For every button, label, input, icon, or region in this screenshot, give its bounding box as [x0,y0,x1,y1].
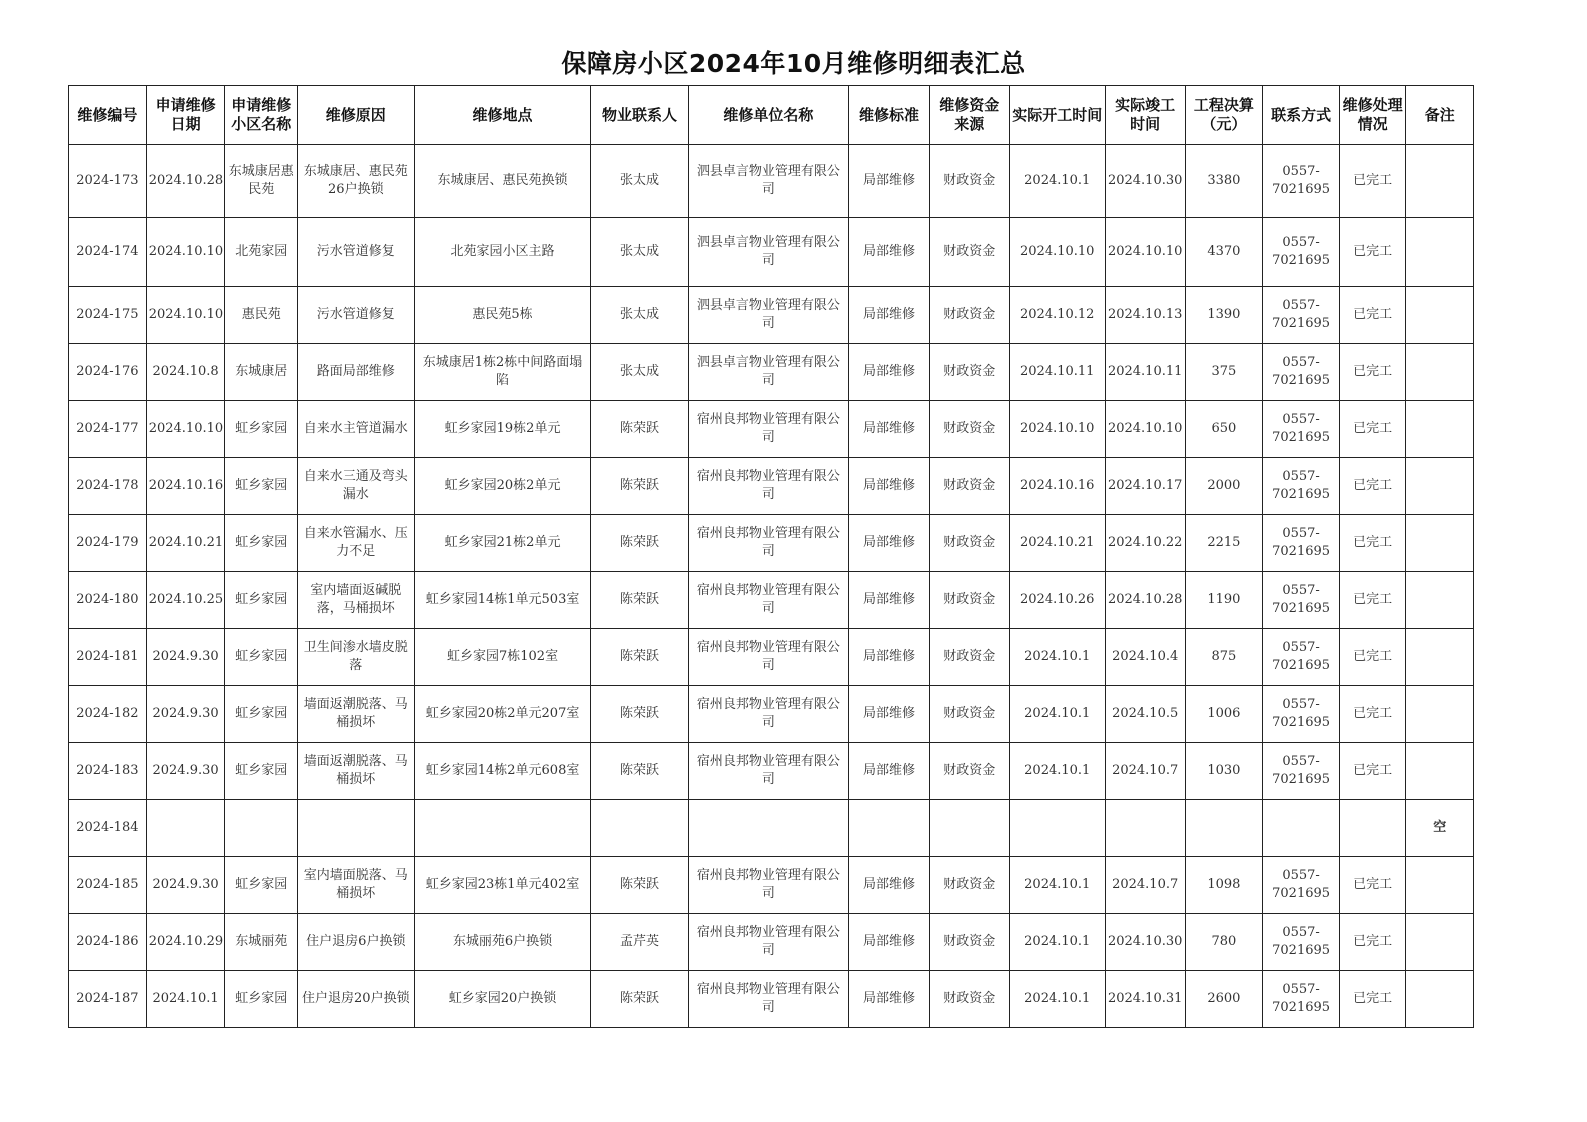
cell-fund: 财政资金 [929,287,1009,344]
cell-community: 东城康居 [225,344,298,401]
table-row [69,743,1474,800]
cell-reason: 室内墙面脱落、马桶损坏 [298,857,415,914]
maintenance-table [68,85,1474,1028]
cell-id: 2024-179 [69,515,147,572]
cell-apply-date: 2024.10.1 [146,971,225,1028]
cell-end: 2024.10.10 [1105,218,1185,287]
cell-phone: 0557-7021695 [1263,145,1340,218]
cell-phone: 0557-7021695 [1263,515,1340,572]
cell-cost: 2600 [1185,971,1263,1028]
cell-fund: 财政资金 [929,218,1009,287]
cell-remark [1406,287,1474,344]
cell-start: 2024.10.26 [1009,572,1105,629]
cell-remark [1406,572,1474,629]
cell-id: 2024-174 [69,218,147,287]
table-row [69,515,1474,572]
table-row [69,401,1474,458]
cell-reason: 住户退房20户换锁 [298,971,415,1028]
cell-start: 2024.10.10 [1009,401,1105,458]
cell-cost: 875 [1185,629,1263,686]
cell-standard [849,800,930,857]
cell-cost [1185,800,1263,857]
cell-id: 2024-177 [69,401,147,458]
cell-location: 惠民苑5栋 [414,287,591,344]
cell-standard: 局部维修 [849,515,930,572]
cell-location: 虹乡家园7栋102室 [414,629,591,686]
cell-start: 2024.10.1 [1009,145,1105,218]
cell-id: 2024-173 [69,145,147,218]
cell-id: 2024-181 [69,629,147,686]
cell-apply-date: 2024.10.10 [146,287,225,344]
cell-company: 泗县卓言物业管理有限公司 [688,344,849,401]
cell-reason: 路面局部维修 [298,344,415,401]
cell-apply-date: 2024.10.21 [146,515,225,572]
cell-cost: 3380 [1185,145,1263,218]
cell-standard: 局部维修 [849,743,930,800]
cell-remark [1406,515,1474,572]
cell-phone [1263,800,1340,857]
cell-remark [1406,344,1474,401]
cell-apply-date: 2024.10.29 [146,914,225,971]
cell-cost: 2000 [1185,458,1263,515]
cell-cost: 1190 [1185,572,1263,629]
cell-reason [298,800,415,857]
col-header-phone: 联系方式 [1263,86,1340,145]
cell-phone: 0557-7021695 [1263,218,1340,287]
cell-community: 惠民苑 [225,287,298,344]
cell-remark [1406,458,1474,515]
cell-id: 2024-175 [69,287,147,344]
cell-fund: 财政资金 [929,145,1009,218]
cell-company: 宿州良邦物业管理有限公司 [688,857,849,914]
cell-id: 2024-176 [69,344,147,401]
cell-status: 已完工 [1339,686,1405,743]
cell-phone: 0557-7021695 [1263,287,1340,344]
cell-contact: 陈荣跃 [591,857,688,914]
cell-end: 2024.10.22 [1105,515,1185,572]
cell-contact: 张太成 [591,218,688,287]
cell-remark [1406,629,1474,686]
cell-end: 2024.10.10 [1105,401,1185,458]
cell-status [1339,800,1405,857]
cell-start: 2024.10.10 [1009,218,1105,287]
cell-remark [1406,686,1474,743]
cell-fund: 财政资金 [929,344,1009,401]
cell-phone: 0557-7021695 [1263,572,1340,629]
cell-company: 宿州良邦物业管理有限公司 [688,572,849,629]
cell-start: 2024.10.21 [1009,515,1105,572]
cell-end: 2024.10.7 [1105,743,1185,800]
cell-standard: 局部维修 [849,458,930,515]
cell-remark [1406,743,1474,800]
cell-community: 北苑家园 [225,218,298,287]
cell-end: 2024.10.31 [1105,971,1185,1028]
col-header-company: 维修单位名称 [688,86,849,145]
cell-contact: 陈荣跃 [591,515,688,572]
cell-apply-date: 2024.9.30 [146,857,225,914]
cell-company: 宿州良邦物业管理有限公司 [688,743,849,800]
cell-cost: 375 [1185,344,1263,401]
cell-cost: 2215 [1185,515,1263,572]
cell-status: 已完工 [1339,344,1405,401]
cell-reason: 住户退房6户换锁 [298,914,415,971]
cell-location: 虹乡家园20栋2单元 [414,458,591,515]
cell-fund: 财政资金 [929,971,1009,1028]
cell-company: 宿州良邦物业管理有限公司 [688,401,849,458]
cell-location: 虹乡家园14栋2单元608室 [414,743,591,800]
cell-community: 虹乡家园 [225,686,298,743]
cell-company: 宿州良邦物业管理有限公司 [688,629,849,686]
cell-status: 已完工 [1339,515,1405,572]
cell-start: 2024.10.1 [1009,971,1105,1028]
cell-contact: 陈荣跃 [591,971,688,1028]
cell-reason: 污水管道修复 [298,218,415,287]
cell-id: 2024-178 [69,458,147,515]
cell-company [688,800,849,857]
cell-contact: 陈荣跃 [591,572,688,629]
cell-community: 东城康居惠民苑 [225,145,298,218]
cell-fund: 财政资金 [929,914,1009,971]
cell-location: 虹乡家园14栋1单元503室 [414,572,591,629]
cell-end: 2024.10.28 [1105,572,1185,629]
cell-company: 泗县卓言物业管理有限公司 [688,287,849,344]
cell-phone: 0557-7021695 [1263,743,1340,800]
cell-reason: 墙面返潮脱落、马桶损坏 [298,686,415,743]
page-title: 保障房小区2024年10月维修明细表汇总 [561,49,1026,78]
cell-community: 虹乡家园 [225,629,298,686]
cell-id: 2024-182 [69,686,147,743]
cell-standard: 局部维修 [849,218,930,287]
cell-remark [1406,401,1474,458]
cell-phone: 0557-7021695 [1263,914,1340,971]
col-header-end: 实际竣工时间 [1105,86,1185,145]
cell-id: 2024-187 [69,971,147,1028]
cell-status: 已完工 [1339,857,1405,914]
cell-reason: 墙面返潮脱落、马桶损坏 [298,743,415,800]
cell-location [414,800,591,857]
cell-apply-date: 2024.10.25 [146,572,225,629]
cell-company: 宿州良邦物业管理有限公司 [688,971,849,1028]
cell-status: 已完工 [1339,145,1405,218]
cell-cost: 1006 [1185,686,1263,743]
cell-fund: 财政资金 [929,857,1009,914]
cell-phone: 0557-7021695 [1263,344,1340,401]
cell-phone: 0557-7021695 [1263,686,1340,743]
col-header-standard: 维修标准 [849,86,930,145]
cell-location: 东城康居1栋2栋中间路面塌陷 [414,344,591,401]
cell-phone: 0557-7021695 [1263,857,1340,914]
col-header-reason: 维修原因 [298,86,415,145]
cell-contact: 陈荣跃 [591,686,688,743]
cell-standard: 局部维修 [849,145,930,218]
cell-fund: 财政资金 [929,572,1009,629]
col-header-apply-date: 申请维修日期 [146,86,225,145]
cell-location: 虹乡家园19栋2单元 [414,401,591,458]
cell-location: 北苑家园小区主路 [414,218,591,287]
cell-status: 已完工 [1339,401,1405,458]
cell-location: 虹乡家园21栋2单元 [414,515,591,572]
col-header-remark: 备注 [1406,86,1474,145]
table-row [69,344,1474,401]
cell-phone: 0557-7021695 [1263,458,1340,515]
cell-company: 宿州良邦物业管理有限公司 [688,914,849,971]
cell-company: 宿州良邦物业管理有限公司 [688,686,849,743]
cell-id: 2024-183 [69,743,147,800]
cell-end: 2024.10.17 [1105,458,1185,515]
cell-community [225,800,298,857]
cell-id: 2024-180 [69,572,147,629]
cell-phone: 0557-7021695 [1263,401,1340,458]
cell-contact: 陈荣跃 [591,401,688,458]
cell-standard: 局部维修 [849,971,930,1028]
table-row [69,971,1474,1028]
cell-contact: 孟芹英 [591,914,688,971]
cell-fund: 财政资金 [929,629,1009,686]
cell-location: 虹乡家园23栋1单元402室 [414,857,591,914]
table-row [69,686,1474,743]
cell-standard: 局部维修 [849,857,930,914]
cell-standard: 局部维修 [849,572,930,629]
cell-location: 东城丽苑6户换锁 [414,914,591,971]
cell-community: 东城丽苑 [225,914,298,971]
cell-end: 2024.10.5 [1105,686,1185,743]
cell-status: 已完工 [1339,629,1405,686]
cell-apply-date: 2024.9.30 [146,629,225,686]
cell-standard: 局部维修 [849,287,930,344]
col-header-status: 维修处理情况 [1339,86,1405,145]
cell-start: 2024.10.11 [1009,344,1105,401]
cell-cost: 650 [1185,401,1263,458]
header-row [69,86,1474,145]
cell-remark [1406,145,1474,218]
cell-remark [1406,218,1474,287]
cell-location: 虹乡家园20栋2单元207室 [414,686,591,743]
cell-phone: 0557-7021695 [1263,971,1340,1028]
cell-reason: 自来水管漏水、压力不足 [298,515,415,572]
col-header-community: 申请维修小区名称 [225,86,298,145]
cell-start: 2024.10.16 [1009,458,1105,515]
cell-contact: 陈荣跃 [591,743,688,800]
cell-company: 宿州良邦物业管理有限公司 [688,515,849,572]
cell-apply-date: 2024.10.8 [146,344,225,401]
cell-location: 东城康居、惠民苑换锁 [414,145,591,218]
table-row [69,914,1474,971]
cell-community: 虹乡家园 [225,515,298,572]
cell-remark [1406,914,1474,971]
cell-contact: 张太成 [591,145,688,218]
cell-company: 泗县卓言物业管理有限公司 [688,145,849,218]
cell-community: 虹乡家园 [225,857,298,914]
cell-status: 已完工 [1339,572,1405,629]
cell-reason: 卫生间渗水墙皮脱落 [298,629,415,686]
cell-cost: 1390 [1185,287,1263,344]
cell-remark [1406,971,1474,1028]
cell-end: 2024.10.11 [1105,344,1185,401]
cell-cost: 780 [1185,914,1263,971]
cell-apply-date: 2024.10.10 [146,218,225,287]
cell-end: 2024.10.4 [1105,629,1185,686]
table-row [69,458,1474,515]
cell-start: 2024.10.1 [1009,629,1105,686]
table-row [69,287,1474,344]
cell-standard: 局部维修 [849,629,930,686]
cell-contact: 张太成 [591,344,688,401]
cell-id: 2024-185 [69,857,147,914]
col-header-id: 维修编号 [69,86,147,145]
cell-community: 虹乡家园 [225,971,298,1028]
cell-contact: 陈荣跃 [591,629,688,686]
cell-standard: 局部维修 [849,401,930,458]
cell-fund: 财政资金 [929,515,1009,572]
cell-company: 泗县卓言物业管理有限公司 [688,218,849,287]
cell-apply-date: 2024.9.30 [146,686,225,743]
cell-reason: 污水管道修复 [298,287,415,344]
cell-cost: 1030 [1185,743,1263,800]
table-row [69,857,1474,914]
cell-status: 已完工 [1339,287,1405,344]
cell-status: 已完工 [1339,971,1405,1028]
cell-start: 2024.10.1 [1009,857,1105,914]
col-header-fund: 维修资金来源 [929,86,1009,145]
cell-fund: 财政资金 [929,686,1009,743]
cell-reason: 自来水三通及弯头漏水 [298,458,415,515]
col-header-contact: 物业联系人 [591,86,688,145]
cell-apply-date: 2024.9.30 [146,743,225,800]
cell-status: 已完工 [1339,743,1405,800]
table-row [69,629,1474,686]
cell-phone: 0557-7021695 [1263,629,1340,686]
cell-fund: 财政资金 [929,401,1009,458]
cell-community: 虹乡家园 [225,458,298,515]
table-row [69,218,1474,287]
cell-contact [591,800,688,857]
cell-reason: 室内墙面返碱脱落，马桶损坏 [298,572,415,629]
cell-standard: 局部维修 [849,686,930,743]
table-row [69,800,1474,857]
cell-community: 虹乡家园 [225,572,298,629]
cell-remark: 空 [1406,800,1474,857]
cell-company: 宿州良邦物业管理有限公司 [688,458,849,515]
cell-start [1009,800,1105,857]
cell-cost: 1098 [1185,857,1263,914]
col-header-location: 维修地点 [414,86,591,145]
cell-standard: 局部维修 [849,914,930,971]
cell-standard: 局部维修 [849,344,930,401]
cell-cost: 4370 [1185,218,1263,287]
cell-status: 已完工 [1339,458,1405,515]
cell-fund [929,800,1009,857]
table-row [69,145,1474,218]
cell-apply-date: 2024.10.28 [146,145,225,218]
cell-reason: 东城康居、惠民苑26户换锁 [298,145,415,218]
cell-community: 虹乡家园 [225,743,298,800]
cell-apply-date: 2024.10.16 [146,458,225,515]
cell-end: 2024.10.30 [1105,145,1185,218]
cell-id: 2024-186 [69,914,147,971]
cell-remark [1406,857,1474,914]
cell-start: 2024.10.1 [1009,686,1105,743]
table-row [69,572,1474,629]
cell-status: 已完工 [1339,914,1405,971]
cell-apply-date: 2024.10.10 [146,401,225,458]
col-header-cost: 工程决算（元） [1185,86,1263,145]
cell-reason: 自来水主管道漏水 [298,401,415,458]
cell-id: 2024-184 [69,800,147,857]
col-header-start: 实际开工时间 [1009,86,1105,145]
cell-fund: 财政资金 [929,458,1009,515]
cell-start: 2024.10.1 [1009,914,1105,971]
cell-end: 2024.10.7 [1105,857,1185,914]
cell-contact: 陈荣跃 [591,458,688,515]
cell-status: 已完工 [1339,218,1405,287]
cell-fund: 财政资金 [929,743,1009,800]
cell-contact: 张太成 [591,287,688,344]
cell-location: 虹乡家园20户换锁 [414,971,591,1028]
cell-end: 2024.10.30 [1105,914,1185,971]
cell-apply-date [146,800,225,857]
cell-end: 2024.10.13 [1105,287,1185,344]
cell-end [1105,800,1185,857]
cell-start: 2024.10.12 [1009,287,1105,344]
cell-start: 2024.10.1 [1009,743,1105,800]
cell-community: 虹乡家园 [225,401,298,458]
